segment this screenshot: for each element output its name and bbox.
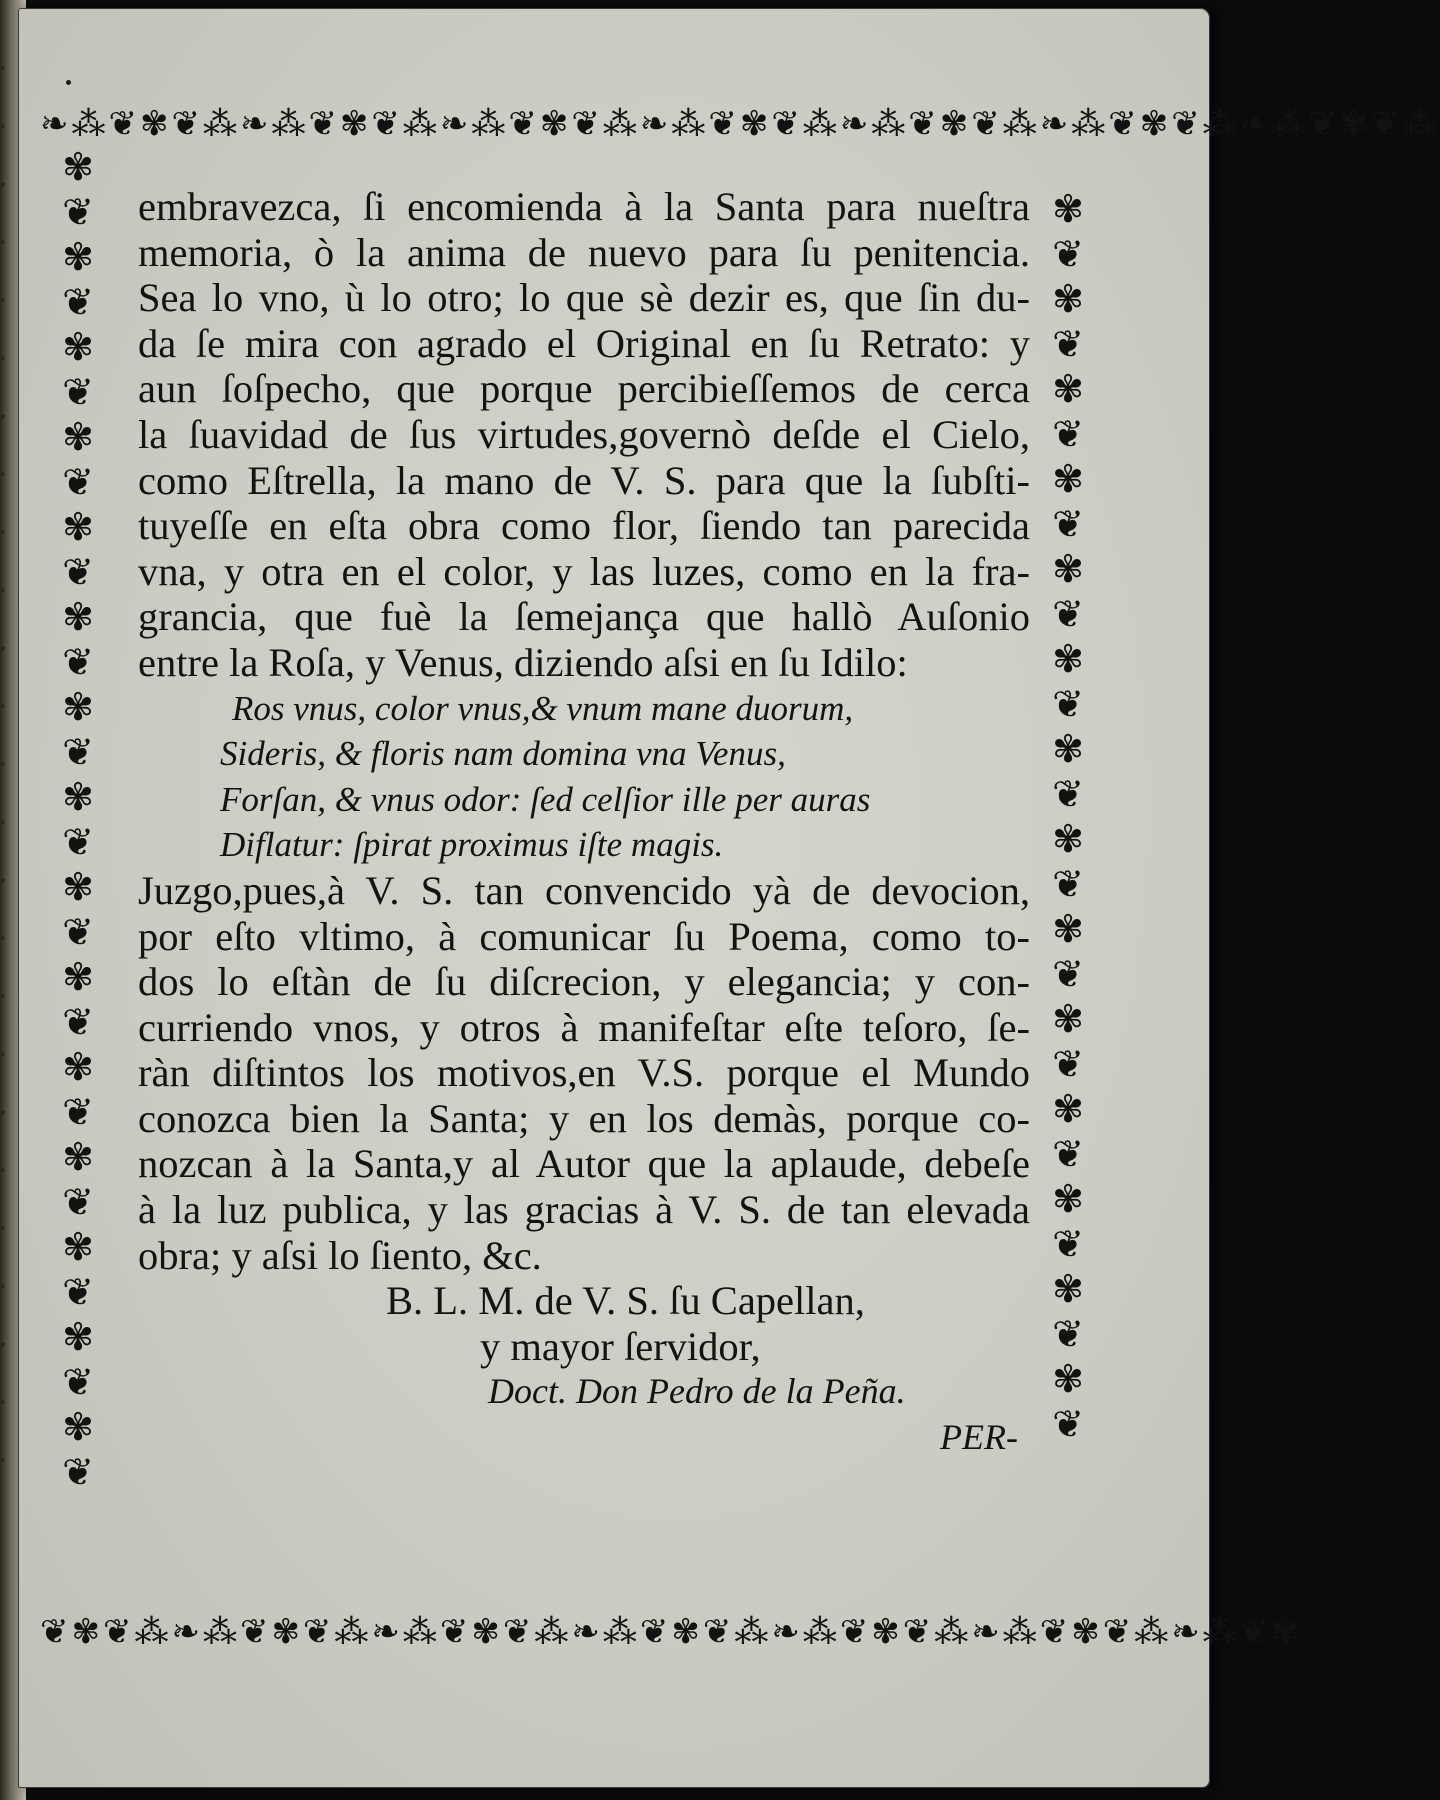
text-line: conozca bien la Santa; y en los demàs, porque co- — [138, 1095, 1030, 1141]
text-line: à la luz publica, y las gracias à V. S. de tan elevada — [138, 1187, 1030, 1233]
text-line: vna, y otra en el color, y las luzes, como en la fra- — [138, 548, 1030, 594]
catchword: PER- — [940, 1417, 1018, 1458]
text-line: Juzgo,pues,à V. S. tan convencido yà de devocion, — [138, 867, 1030, 913]
ink-dot — [66, 80, 71, 85]
text-line: entre la Roſa, y Venus, diziendo aſsi en ſu Idilo: — [138, 639, 908, 685]
text-line: aun ſoſpecho, que porque percibieſſemos de cerca — [138, 366, 1030, 412]
text-line: como Eſtrella, la mano de V. S. para que la ſubſti- — [138, 457, 1030, 503]
book-page — [18, 8, 1440, 1788]
text-line: da ſe mira con agrado el Original en ſu Retrato: y — [138, 320, 1030, 366]
facing-page-bleed-marks: ▪ ▪ ▪ ▪ ▪ ▪ ▪ ▪ ▪ ▪ ▪ ▪ ▪ ▪ ▪ ▪ ▪ ▪ ▪ ▪ ▪ ▪ ▪ ▪ ▪ — [0, 61, 5, 1469]
text-line: la ſuavidad de ſus virtudes,governò deſde el Cielo, — [138, 411, 1030, 457]
text-line: dos lo eſtàn de ſu diſcrecion, y elegancia; y con- — [138, 959, 1030, 1005]
verse-line: Sideris, & floris nam domina vna Venus, — [220, 734, 786, 774]
signature-title: y mayor ſervidor, — [480, 1323, 761, 1369]
text-line: embravezca, ſi encomienda à la Santa para nueſtra — [138, 184, 1030, 229]
text-line: grancia, que fuè la ſemejança que hallò Auſonio — [138, 594, 1030, 640]
bottom-ornament-border: ❦✾❦⁂❧⁂❦✾❦⁂❧⁂❦✾❦⁂❧⁂❦✾❦⁂❧⁂❦✾❦⁂❧⁂❦✾❦⁂❧⁂❦✾ — [40, 1614, 1303, 1651]
right-ornament-border: ✾ ❦ ✾ ❦ ✾ ❦ ✾ ❦ ✾ ❦ ✾ ❦ ✾ ❦ ✾ ❦ ✾ ❦ ✾ ❦ ✾ ❦ ✾ ❦ ✾ ❦ ✾ ❦ — [1052, 189, 1084, 1446]
text-line: por eſto vltimo, à comunicar ſu Poema, como to- — [138, 913, 1030, 959]
page-text — [138, 184, 1030, 1461]
text-line: Sea lo vno, ù lo otro; lo que sè dezir es, que ſin du- — [138, 275, 1030, 321]
text-line: obra; y aſsi lo ſiento, &c. — [138, 1232, 542, 1278]
signature-name: Doct. Don Pedro de la Peña. — [488, 1371, 906, 1412]
verse-line: Forſan, & vnus odor: ſed celſior ille per auras — [220, 779, 871, 819]
text-line: memoria, ò la anima de nuevo para ſu penitencia. — [138, 229, 1030, 275]
signature-closing: B. L. M. de V. S. ſu Capellan, — [386, 1278, 865, 1324]
text-line: curriendo vnos, y otros à manifeſtar eſte teſoro, ſe- — [138, 1004, 1030, 1050]
top-ornament-border: ❧⁂❦✾❦⁂❧⁂❦✾❦⁂❧⁂❦✾❦⁂❧⁂❦✾❦⁂❧⁂❦✾❦⁂❧⁂❦✾❦⁂❧⁂❦✾❦⁂ — [40, 106, 1440, 143]
verse-line: Diflatur: ſpirat proximus iſte magis. — [220, 825, 724, 865]
text-line: nozcan à la Santa,y al Autor que la aplaude, debeſe — [138, 1141, 1030, 1187]
verse-line: Ros vnus, color vnus,& vnum mane duorum, — [232, 688, 854, 728]
text-line: ràn diſtintos los motivos,en V.S. porque el Mundo — [138, 1050, 1030, 1096]
text-line: tuyeſſe en eſta obra como flor, ſiendo tan parecida — [138, 503, 1030, 549]
left-ornament-border: ✾ ❦ ✾ ❦ ✾ ❦ ✾ ❦ ✾ ❦ ✾ ❦ ✾ ❦ ✾ ❦ ✾ ❦ ✾ ❦ ✾ ❦ ✾ ❦ ✾ ❦ ✾ ❦ ✾ ❦ — [62, 147, 94, 1494]
